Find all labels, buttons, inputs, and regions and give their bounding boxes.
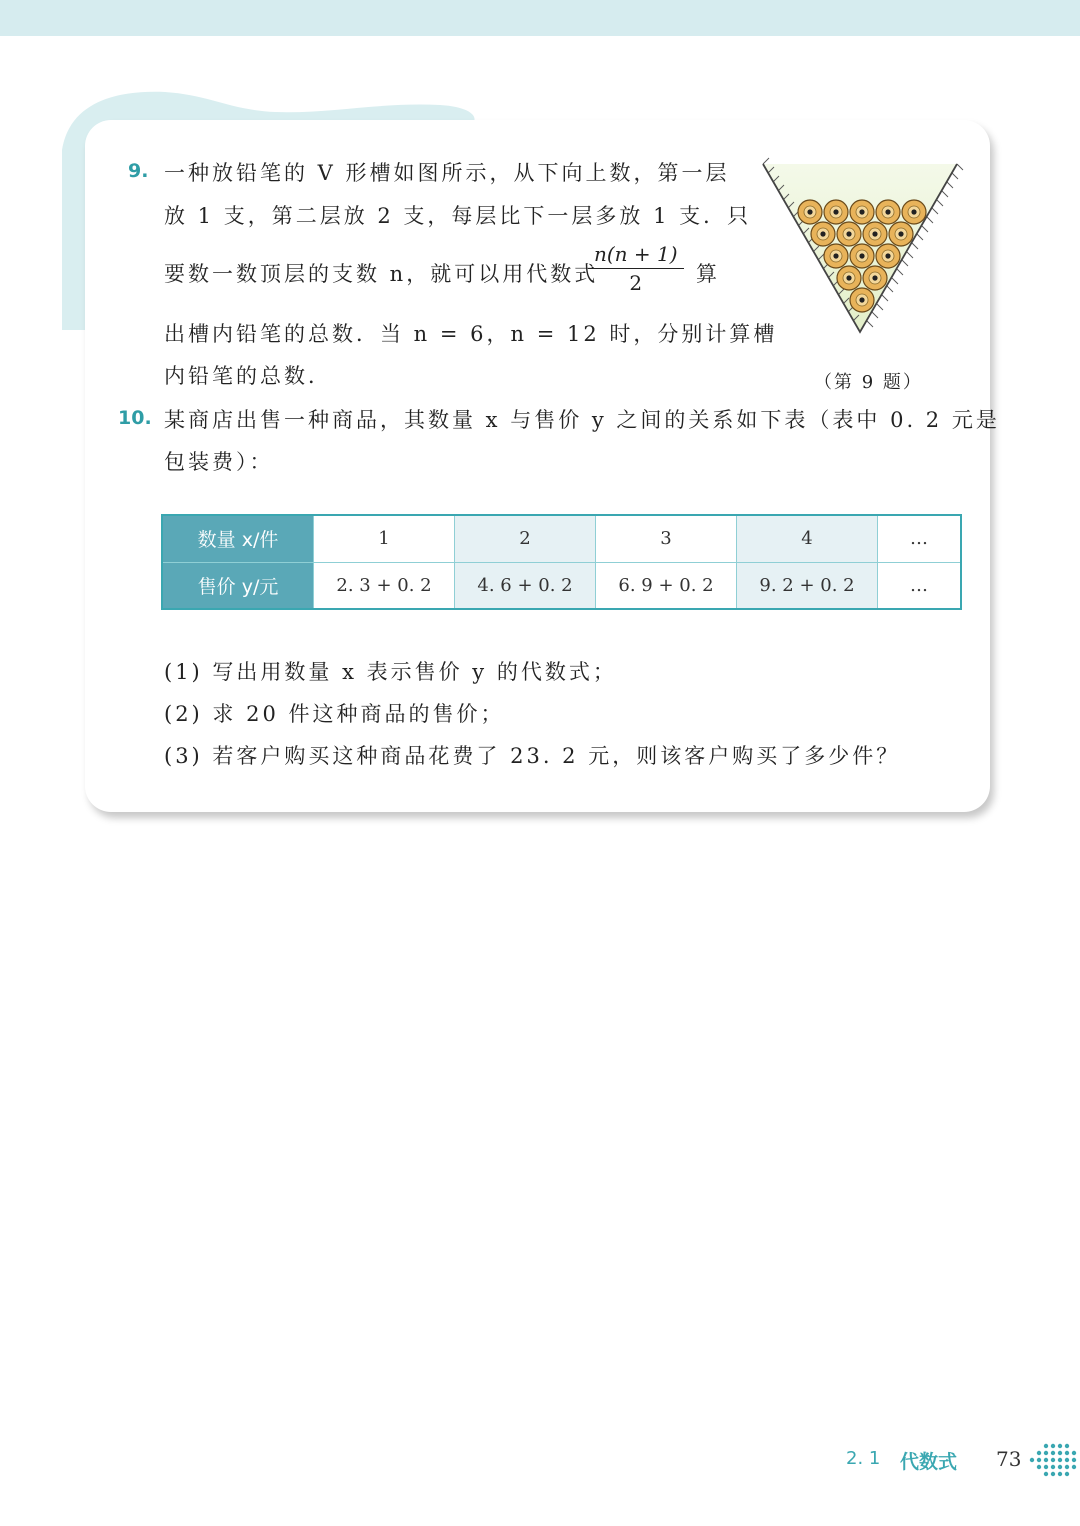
pencil-lead: [807, 209, 812, 214]
pencil-lead: [859, 253, 864, 258]
dot-grid-icon: [1028, 1440, 1078, 1480]
page-number: 73: [996, 1447, 1022, 1471]
problem-9-line-5: 内铅笔的总数．: [164, 364, 332, 388]
problem-9-line-3-end: 算: [696, 262, 720, 286]
pencil-lead: [833, 253, 838, 258]
quantity-header: 数量 x/件: [162, 515, 314, 562]
problem-9-line-3: 要数一数顶层的支数 n，就可以用代数式: [164, 262, 599, 286]
pencil-lead: [885, 253, 890, 258]
footer-section-number: 2. 1: [846, 1448, 881, 1469]
quantity-cell: 1: [314, 515, 455, 562]
sub-question-1: (1) 写出用数量 x 表示售价 y 的代数式；: [164, 660, 617, 684]
fraction-numerator: n(n + 1): [588, 242, 684, 269]
quantity-row: [162, 515, 961, 562]
pencil-lead: [885, 209, 890, 214]
figure-caption: （第 9 题）: [814, 372, 923, 393]
problem-10-line-2: 包装费）：: [164, 450, 274, 474]
pencil-lead: [859, 209, 864, 214]
v-trough-figure: [755, 152, 965, 337]
pencil-lead: [859, 297, 864, 302]
pencil-lead: [820, 231, 825, 236]
quantity-cell: …: [878, 515, 962, 562]
pencil-lead: [898, 231, 903, 236]
problem-9-line-4: 出槽内铅笔的总数．当 n = 6，n = 12 时，分别计算槽: [164, 322, 778, 346]
price-row: [162, 562, 961, 609]
sub-question-2: (2) 求 20 件这种商品的售价；: [164, 702, 505, 726]
footer-section-title: 代数式: [900, 1451, 958, 1473]
pencil-lead: [911, 209, 916, 214]
pencil-lead: [833, 209, 838, 214]
price-cell: …: [878, 562, 962, 609]
problem-10-number: 10.: [118, 407, 152, 429]
price-header: 售价 y/元: [162, 562, 314, 609]
price-cell: 9. 2 + 0. 2: [737, 562, 878, 609]
problem-10-line-1: 某商店出售一种商品，其数量 x 与售价 y 之间的关系如下表（表中 0. 2 元是: [164, 408, 1000, 432]
algebraic-fraction: [588, 242, 684, 295]
quantity-cell: 4: [737, 515, 878, 562]
pencil-lead: [846, 231, 851, 236]
pencil-lead: [872, 231, 877, 236]
fraction-denominator: 2: [629, 271, 643, 295]
price-table: [161, 514, 962, 610]
quantity-cell: 2: [455, 515, 596, 562]
price-cell: 6. 9 + 0. 2: [596, 562, 737, 609]
price-cell: 4. 6 + 0. 2: [455, 562, 596, 609]
sub-question-3: (3) 若客户购买这种商品花费了 23. 2 元，则该客户购买了多少件？: [164, 744, 901, 768]
price-cell: 2. 3 + 0. 2: [314, 562, 455, 609]
problem-9-number: 9.: [128, 160, 149, 182]
quantity-cell: 3: [596, 515, 737, 562]
problem-9-line-2: 放 1 支，第二层放 2 支，每层比下一层多放 1 支．只: [164, 204, 752, 228]
problem-9-line-1: 一种放铅笔的 V 形槽如图所示，从下向上数，第一层: [164, 161, 730, 185]
pencil-lead: [872, 275, 877, 280]
pencil-lead: [846, 275, 851, 280]
